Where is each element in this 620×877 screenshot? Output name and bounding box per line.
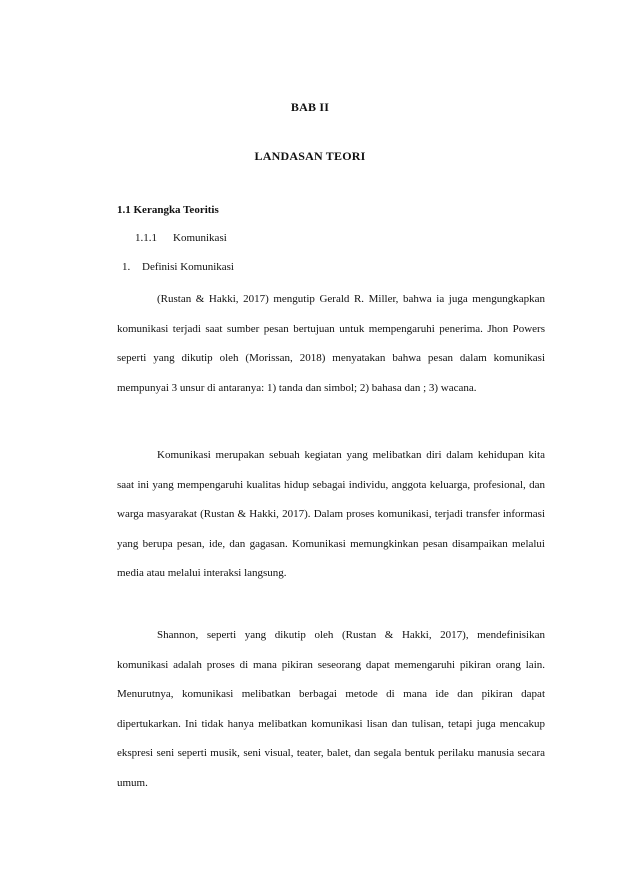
subsection-heading (135, 232, 227, 244)
paragraph-3 (117, 621, 545, 799)
item-heading (122, 261, 234, 273)
subsection-title: Komunikasi (173, 232, 227, 244)
paragraph-1-text: (Rustan & Hakki, 2017) mengutip Gerald R. Miller, bahwa ia juga mengungkapkan komunikasi terjadi saat sumber pesan bertujuan untuk mempengaruhi penerima. Jhon Powers seperti yang dikutip oleh (Morissan, 2018) menyatakan bahwa pesan dalam komunikasi mempunyai 3 unsur di antaranya: 1) tanda dan simbol; 2) bahasa dan ; 3) wacana. (117, 293, 545, 394)
item-number: 1. (122, 261, 131, 273)
paragraph-2 (117, 441, 545, 589)
item-title: Definisi Komunikasi (142, 261, 234, 273)
chapter-number: BAB II (290, 100, 330, 114)
chapter-title: LANDASAN TEORI (254, 149, 366, 163)
paragraph-3-text: Shannon, seperti yang dikutip oleh (Rustan & Hakki, 2017), mendefinisikan komunikasi adalah proses di mana pikiran seseorang dapat memengaruhi pikiran orang lain. Menurutnya, komunikasi melibatkan berbagai metode di mana ide dan pikiran dapat dipertukarkan. Ini tidak hanya melibatkan komunikasi lisan dan tulisan, tetapi juga mencakup ekspresi seni seperti musik, seni visual, teater, balet, dan segala bentuk perilaku manusia secara umum. (117, 629, 545, 789)
section-heading: 1.1 Kerangka Teoritis (117, 204, 219, 216)
subsection-number: 1.1.1 (135, 232, 157, 244)
paragraph-2-text: Komunikasi merupakan sebuah kegiatan yang melibatkan diri dalam kehidupan kita saat ini yang mempengaruhi kualitas hidup sebagai individu, anggota keluarga, profesional, dan warga masyarakat (Rustan & Hakki, 2017). Dalam proses komunikasi, terjadi transfer informasi yang berupa pesan, ide, dan gagasan. Komunikasi memungkinkan pesan disampaikan melalui media atau melalui interaksi langsung. (117, 449, 545, 580)
paragraph-1 (117, 285, 545, 403)
